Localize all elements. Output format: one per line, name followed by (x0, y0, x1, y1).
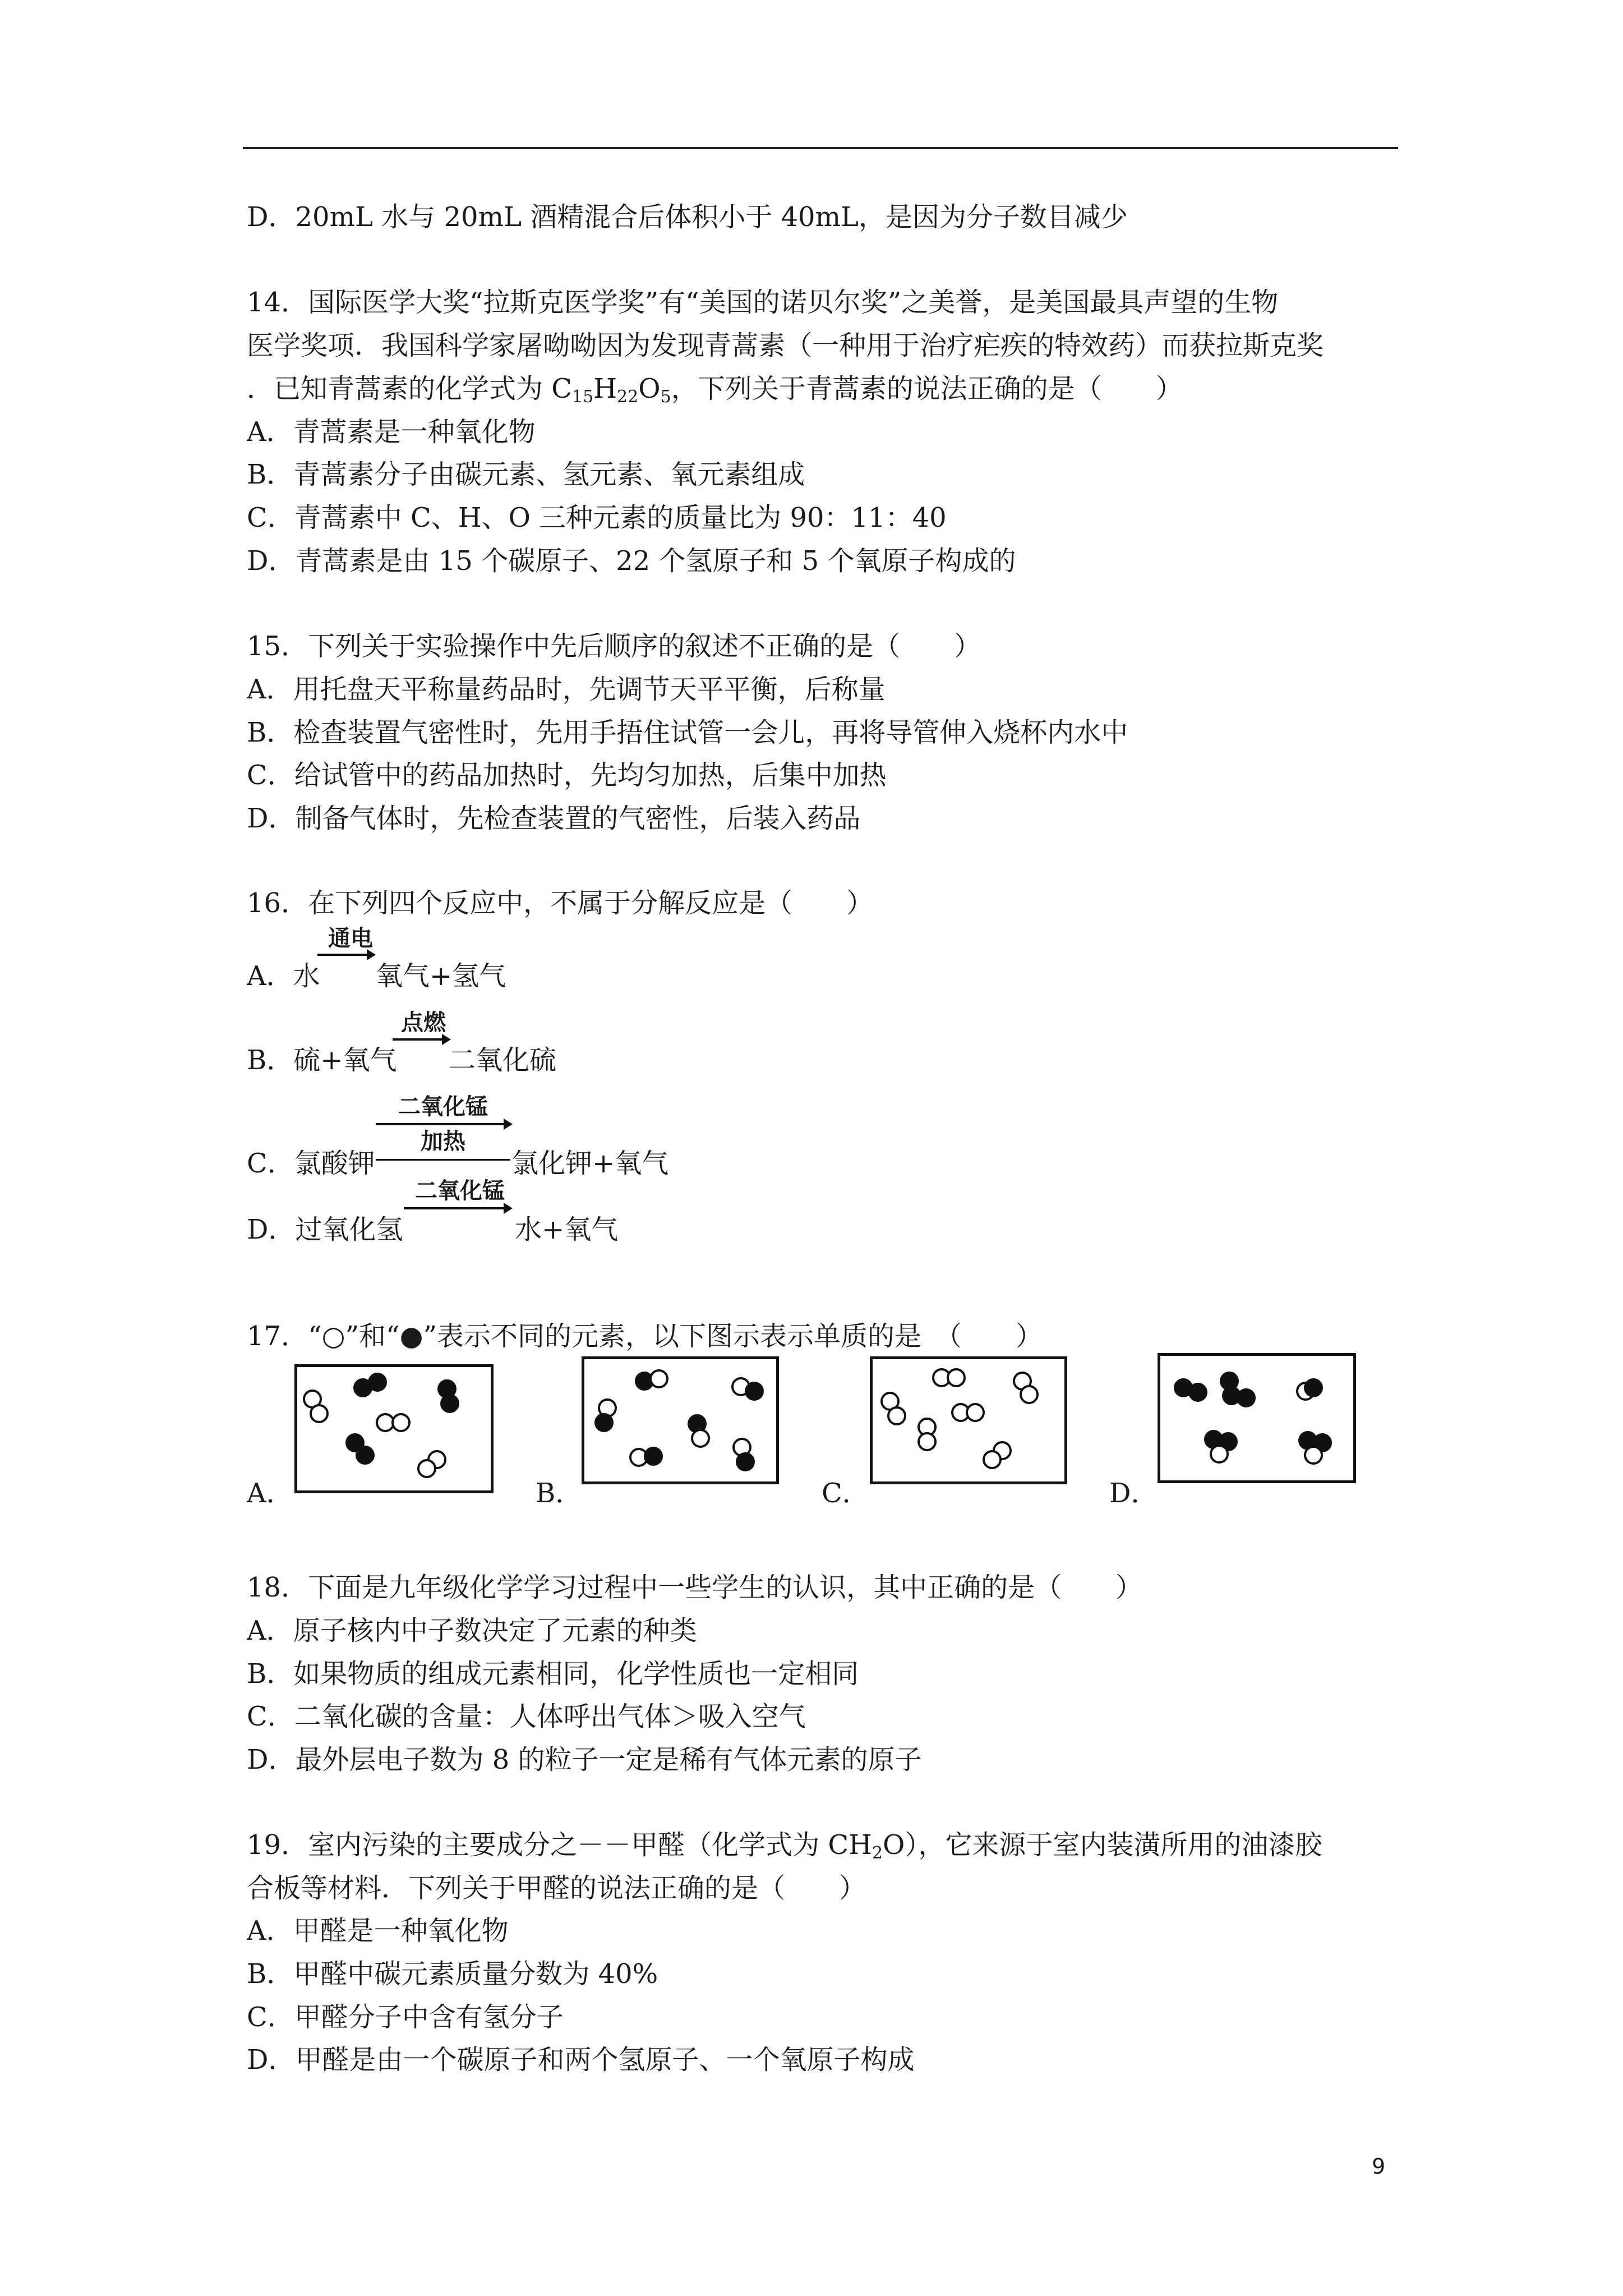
q15-option-a: A．用托盘天平称量药品时，先调节天平平衡，后称量 (247, 674, 886, 705)
q19-stem-line1: 19．室内污染的主要成分之－－甲醛（化学式为 $CH_2O$），它来源于室内装潢所用的油漆胶 (247, 1829, 1322, 1863)
reaction-a-arrow (317, 954, 374, 956)
q17-stem: 17．“○”和“●”表示不同的元素，以下图示表示单质的是 （ ） (247, 1320, 1043, 1352)
q14-option-b: B．青蒿素分子由碳元素、氢元素、氧元素组成 (247, 459, 805, 490)
molecule-diagram-c (870, 1356, 1067, 1484)
molecule-diagram-b (582, 1356, 779, 1484)
reaction-b-condition: 点燃 (401, 1010, 446, 1036)
q17-label-c: C． (822, 1478, 869, 1509)
q15-stem: 15．下列关于实验操作中先后顺序的叙述不正确的是（ ） (247, 631, 981, 662)
q17-label-d: D． (1109, 1478, 1158, 1509)
q18-option-a: A．原子核内中子数决定了元素的种类 (247, 1615, 697, 1646)
q18-option-b: B．如果物质的组成元素相同，化学性质也一定相同 (247, 1658, 859, 1690)
q14-option-d: D．青蒿素是由 15 个碳原子、22 个氢原子和 5 个氧原子构成的 (247, 545, 1016, 577)
molecule-diagram-d (1158, 1353, 1356, 1483)
q14-option-a: A．青蒿素是一种氧化物 (247, 416, 536, 448)
reaction-c-right: 氯化钾+氧气 (511, 1148, 669, 1179)
reaction-c-arrow (376, 1123, 510, 1125)
q18-option-c: C．二氧化碳的含量：人体呼出气体＞吸入空气 (247, 1701, 806, 1732)
reaction-c-condition-bottom: 加热 (421, 1129, 465, 1154)
q17-label-b: B． (536, 1478, 583, 1509)
reaction-b-right: 二氧化硫 (449, 1045, 557, 1076)
q15-option-d: D．制备气体时，先检查装置的气密性，后装入药品 (247, 803, 861, 834)
page-number: 9 (1372, 2154, 1386, 2179)
reaction-d-arrow (404, 1207, 510, 1209)
q15-option-c: C．给试管中的药品加热时，先均匀加热，后集中加热 (247, 760, 887, 791)
q19-option-b: B．甲醛中碳元素质量分数为 40% (247, 1958, 658, 1990)
q19-option-a: A．甲醛是一种氧化物 (247, 1915, 509, 1947)
reaction-a-condition: 通电 (328, 926, 373, 951)
reaction-c-underline (376, 1159, 510, 1161)
q14-option-c: C．青蒿素中 C、H、O 三种元素的质量比为 90：11：40 (247, 502, 947, 533)
q18-option-d: D．最外层电子数为 8 的粒子一定是稀有气体元素的原子 (247, 1744, 922, 1775)
reaction-b-arrow (393, 1038, 449, 1041)
q19-stem-line2: 合板等材料．下列关于甲醛的说法正确的是（ ） (247, 1872, 866, 1904)
q18-stem: 18．下面是九年级化学学习过程中一些学生的认识，其中正确的是（ ） (247, 1572, 1143, 1603)
q16-stem: 16．在下列四个反应中，不属于分解反应是（ ） (247, 887, 874, 919)
q19-option-c: C．甲醛分子中含有氢分子 (247, 2001, 564, 2033)
reaction-d-right: 水+氧气 (515, 1214, 619, 1245)
q19-option-d: D．甲醛是由一个碳原子和两个氢原子、一个氧原子构成 (247, 2044, 915, 2076)
q13-option-d: D．20mL 水与 20mL 酒精混合后体积小于 40mL，是因为分子数目减少 (247, 201, 1128, 233)
reaction-d-left: D．过氧化氢 (247, 1214, 403, 1245)
reaction-d-condition: 二氧化锰 (415, 1178, 505, 1204)
q15-option-b: B．检查装置气密性时，先用手捂住试管一会儿，再将导管伸入烧杯内水中 (247, 717, 1128, 748)
reaction-a-right: 氧气+氢气 (376, 960, 506, 992)
q17-label-a: A． (247, 1478, 293, 1509)
reaction-c-left: C．氯酸钾 (247, 1148, 375, 1179)
q14-stem-line1: 14．国际医学大奖“拉斯克医学奖”有“美国的诺贝尔奖”之美誉，是美国最具声望的生物 (247, 287, 1279, 318)
reaction-a-left: A．水 (247, 960, 320, 992)
reaction-c-condition-top: 二氧化锰 (398, 1094, 488, 1120)
q14-stem-line3: ．已知青蒿素的化学式为 $C_{15}H_{22}O_5$，下列关于青蒿素的说法正确的是（ ） (247, 373, 1183, 407)
molecule-diagram-a (294, 1364, 494, 1493)
reaction-b-left: B．硫+氧气 (247, 1045, 397, 1076)
q14-stem-line2: 医学奖项．我国科学家屠呦呦因为发现青蒿素（一种用于治疗疟疾的特效药）而获拉斯克奖 (247, 330, 1324, 361)
header-rule (243, 147, 1398, 149)
